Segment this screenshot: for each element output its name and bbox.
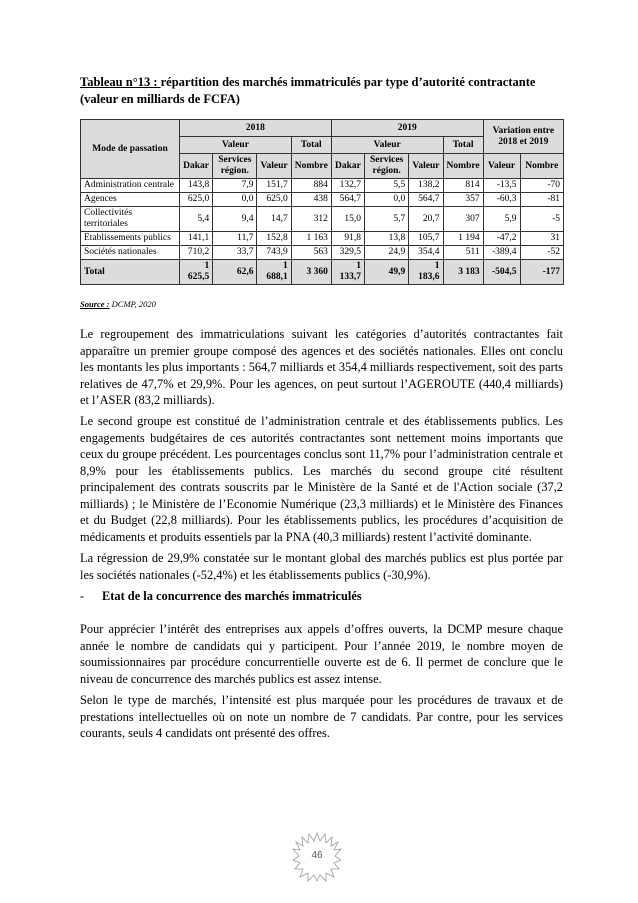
header-dakar-2019: Dakar	[331, 154, 364, 179]
table-cell: 564,7	[409, 193, 443, 207]
table-cell: -13,5	[483, 179, 520, 193]
table-cell: 625,0	[257, 193, 291, 207]
table-cell: -504,5	[483, 260, 520, 285]
header-nombre-variation: Nombre	[520, 154, 563, 179]
header-year-2019: 2019	[331, 120, 483, 137]
table-cell: 13,8	[365, 232, 409, 246]
table-cell: 49,9	[365, 260, 409, 285]
header-variation: Variation entre 2018 et 2019	[483, 120, 563, 154]
table-cell: 884	[291, 179, 331, 193]
table-number: Tableau n°13	[80, 75, 154, 89]
table-cell: 3 183	[443, 260, 483, 285]
table-cell: 1 183,6	[409, 260, 443, 285]
table-cell: -389,4	[483, 246, 520, 260]
row-label: Total	[81, 260, 180, 285]
header-valeur-2018: Valeur	[180, 137, 292, 154]
table-title-line2: (valeur en milliards de FCFA)	[80, 92, 240, 106]
table-cell: -47,2	[483, 232, 520, 246]
table-cell: -177	[520, 260, 563, 285]
table-cell: 438	[291, 193, 331, 207]
table-cell: 625,0	[180, 193, 213, 207]
table-cell: 357	[443, 193, 483, 207]
data-table	[80, 119, 564, 285]
table-cell: 15,0	[331, 207, 364, 232]
table-cell: 5,7	[365, 207, 409, 232]
table-cell: 132,7	[331, 179, 364, 193]
table-title-line1: répartition des marchés immatriculés par type d’autorité contractante	[160, 75, 536, 89]
table-cell: 105,7	[409, 232, 443, 246]
table-cell: 511	[443, 246, 483, 260]
row-label: Sociétés nationales	[81, 246, 180, 260]
paragraph-5: Selon le type de marchés, l’intensité est plus marquée pour les procédures de travaux et de prestations intellectuelles où on note un nombre de 7 candidats. Par contre, pour les services courants, seuls 4 candidats ont présenté des offres.	[80, 693, 563, 740]
paragraph-3: La régression de 29,9% constatée sur le montant global des marchés publics est plus portée par les sociétés nationales (-52,4%) et les établissements publics (-30,9%).	[80, 551, 563, 582]
table-row	[81, 207, 564, 232]
header-valeur-variation: Valeur	[483, 154, 520, 179]
table-cell: 11,7	[213, 232, 257, 246]
table-cell: 0,0	[213, 193, 257, 207]
table-cell: 1 194	[443, 232, 483, 246]
paragraph-2: Le second groupe est constitué de l’administration centrale et des établissements publics. Les engagements budgétaires de ces autorités contractantes sont nettement moins importants que ceux du groupe précédent. Les pourcentages conclus sont 11,7% pour l’administration centrale et 8,9% pour les établissements publics. Les marchés du second groupe cité résultent principalement des contrats souscrits par le Ministère de la Santé et de l'Action sociale (37,2 milliards) ; le Ministère de l’Economie Numérique (23,3 milliards) et le Ministère des Finances et du Budget (22,8 milliards). Pour les établissements publics, les procédures d’acquisition de médicaments et produits essentiels par la PNA (40,3 milliards) restent l’activité dominante.	[80, 414, 563, 544]
header-total-2018: Total	[291, 137, 331, 154]
header-valeur-total-2018: Valeur	[257, 154, 291, 179]
table-cell: 24,9	[365, 246, 409, 260]
header-total-2019: Total	[443, 137, 483, 154]
table-row-total	[81, 260, 564, 285]
table-cell: 5,5	[365, 179, 409, 193]
heading-dash: -	[80, 589, 85, 603]
table-cell: 138,2	[409, 179, 443, 193]
table-cell: -52	[520, 246, 563, 260]
header-mode: Mode de passation	[81, 120, 180, 179]
header-services-2018: Services région.	[213, 154, 257, 179]
table-cell: 0,0	[365, 193, 409, 207]
source-text: DCMP, 2020	[109, 299, 156, 309]
header-nombre-2018: Nombre	[291, 154, 331, 179]
table-cell: 31	[520, 232, 563, 246]
table-cell: 814	[443, 179, 483, 193]
heading-text: Etat de la concurrence des marchés immatriculés	[102, 589, 362, 603]
table-cell: 141,1	[180, 232, 213, 246]
table-cell: 91,8	[331, 232, 364, 246]
row-label: Agences	[81, 193, 180, 207]
table-row	[81, 232, 564, 246]
table-cell: -70	[520, 179, 563, 193]
table-cell: -81	[520, 193, 563, 207]
table-cell: 7,9	[213, 179, 257, 193]
table-cell: 151,7	[257, 179, 291, 193]
table-cell: 62,6	[213, 260, 257, 285]
table-row	[81, 193, 564, 207]
table-cell: 564,7	[331, 193, 364, 207]
table-cell: 1 625,5	[180, 260, 213, 285]
table-cell: -60,3	[483, 193, 520, 207]
table-cell: 1 163	[291, 232, 331, 246]
table-source	[80, 299, 156, 309]
table-cell: 33,7	[213, 246, 257, 260]
row-label: Collectivités territoriales	[81, 207, 180, 232]
header-valeur-total-2019: Valeur	[409, 154, 443, 179]
table-row	[81, 246, 564, 260]
table-cell: 1 688,1	[257, 260, 291, 285]
source-label: Source :	[80, 299, 110, 309]
table-number-colon: :	[153, 75, 161, 89]
row-label: Etablissements publics	[81, 232, 180, 246]
table-cell: 20,7	[409, 207, 443, 232]
table-cell: 743,9	[257, 246, 291, 260]
header-valeur-2019: Valeur	[331, 137, 443, 154]
table-cell: 354,4	[409, 246, 443, 260]
table-title	[80, 74, 564, 108]
table-cell: 5,4	[180, 207, 213, 232]
table-cell: 9,4	[213, 207, 257, 232]
section-heading	[80, 589, 362, 604]
table-cell: 710,2	[180, 246, 213, 260]
table-cell: 152,8	[257, 232, 291, 246]
table-row	[81, 179, 564, 193]
table-cell: 307	[443, 207, 483, 232]
table-cell: 1 133,7	[331, 260, 364, 285]
table-cell: 5,9	[483, 207, 520, 232]
table-cell: 312	[291, 207, 331, 232]
table-cell: 329,5	[331, 246, 364, 260]
table-cell: 143,8	[180, 179, 213, 193]
table-cell: 3 360	[291, 260, 331, 285]
paragraph-1: Le regroupement des immatriculations suivant les catégories d’autorités contractantes fait apparaître un premier groupe composé des agences et des sociétés nationales. Elles ont conclu les montants les plus importants : 564,7 milliards et 354,4 milliards respectivement, soit des parts relatives de 47,7% et 29,9%. Pour les agences, on peut surtout l’AGEROUTE (440,4 milliards) et l’ASER (83,2 milliards).	[80, 327, 563, 407]
header-services-2019: Services région.	[365, 154, 409, 179]
table-cell: 14,7	[257, 207, 291, 232]
header-nombre-2019: Nombre	[443, 154, 483, 179]
header-year-2018: 2018	[180, 120, 332, 137]
table-cell: 563	[291, 246, 331, 260]
page-number: 46	[311, 850, 323, 861]
paragraph-4: Pour apprécier l’intérêt des entreprises aux appels d’offres ouverts, la DCMP mesure chaque année le nombre de candidats qui y participent. Pour l’année 2019, le nombre moyen de soumissionnaires par procédure concurrentielle ouverte est de 6. Il permet de conclure que le niveau de concurrence des marchés publics est assez intense.	[80, 622, 563, 686]
header-dakar-2018: Dakar	[180, 154, 213, 179]
row-label: Administration centrale	[81, 179, 180, 193]
table-cell: -5	[520, 207, 563, 232]
